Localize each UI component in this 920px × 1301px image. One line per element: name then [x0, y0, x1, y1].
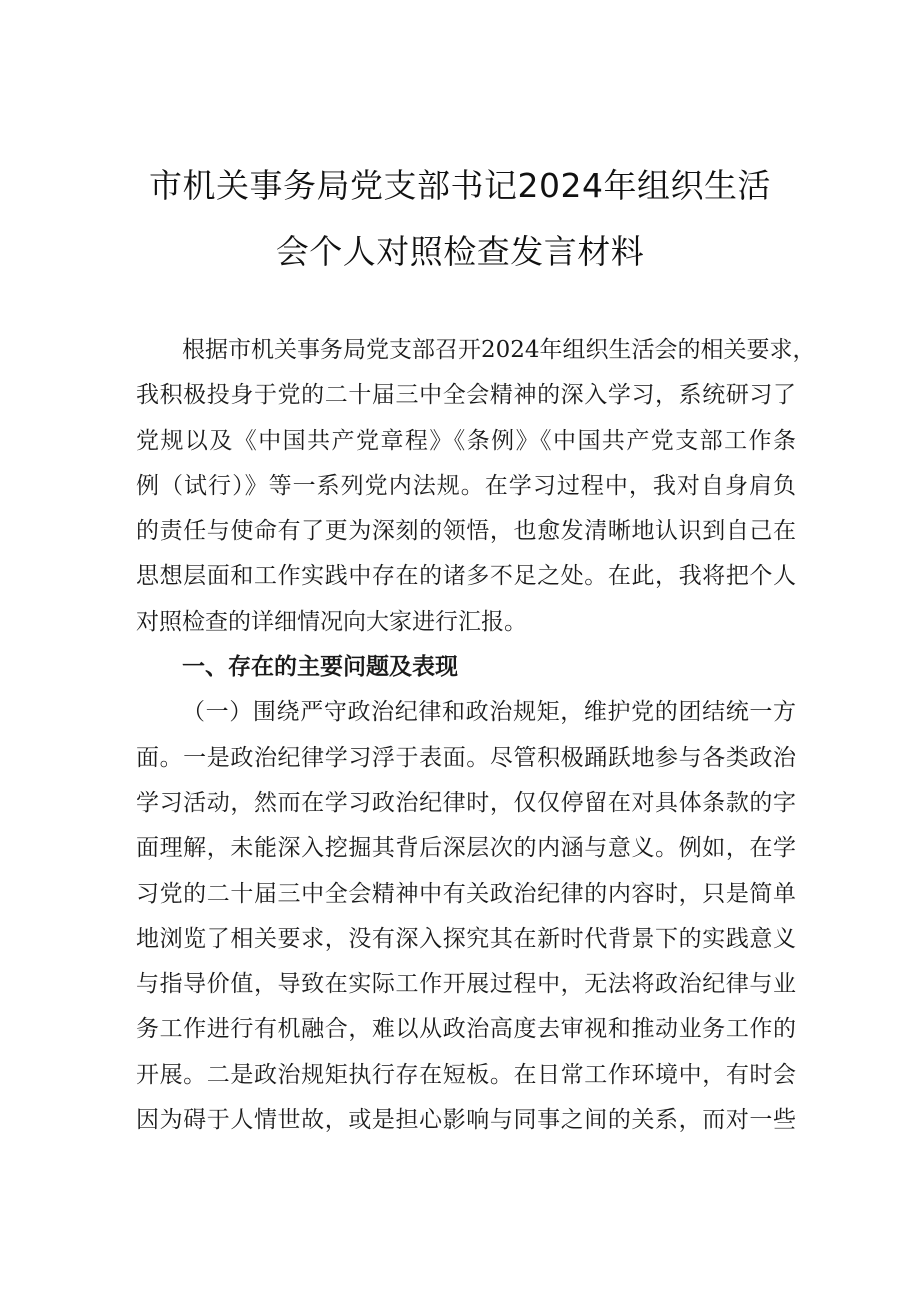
paragraph-line: 根据市机关事务局党支部召开2024年组织生活会的相关要求， [182, 337, 816, 363]
paragraph-line: 面理解，未能深入挖掘其背后深层次的内涵与意义。例如，在学 [136, 835, 796, 862]
paragraph-line: 的责任与使命有了更为深刻的领悟，也愈发清晰地认识到自己在 [136, 518, 796, 545]
section-heading: 一、存在的主要问题及表现 [182, 654, 458, 681]
paragraph-line: 面。一是政治纪律学习浮于表面。尽管积极踊跃地参与各类政治 [136, 744, 796, 771]
paragraph-line: 党规以及《中国共产党章程》《条例》《中国共产党支部工作条 [136, 427, 796, 454]
paragraph-line: 对照检查的详细情况向大家进行汇报。 [136, 608, 527, 635]
paragraph-line: 因为碍于人情世故，或是担心影响与同事之间的关系，而对一些 [136, 1107, 796, 1134]
document-body [136, 328, 816, 1143]
paragraph-line: 与指导价值，导致在实际工作开展过程中，无法将政治纪律与业 [136, 971, 796, 998]
paragraph-line: 务工作进行有机融合，难以从政治高度去审视和推动业务工作的 [136, 1016, 796, 1043]
paragraph-line: 我积极投身于党的二十届三中全会精神的深入学习，系统研习了 [136, 382, 796, 409]
paragraph-line: 地浏览了相关要求，没有深入探究其在新时代背景下的实践意义 [136, 925, 796, 952]
paragraph-line: 习党的二十届三中全会精神中有关政治纪律的内容时，只是简单 [136, 880, 796, 907]
document-title-line-1: 市机关事务局党支部书记2024年组织生活 [149, 166, 771, 205]
paragraph-line: 学习活动，然而在学习政治纪律时，仅仅停留在对具体条款的字 [136, 789, 796, 816]
paragraph-line: 思想层面和工作实践中存在的诸多不足之处。在此，我将把个人 [136, 563, 796, 590]
document-title-line-2: 会个人对照检查发言材料 [275, 232, 645, 271]
paragraph-line: 例（试行）》等一系列党内法规。在学习过程中，我对自身肩负 [136, 472, 796, 499]
paragraph-line: （一）围绕严守政治纪律和政治规矩，维护党的团结统一方 [182, 699, 796, 726]
paragraph-line: 开展。二是政治规矩执行存在短板。在日常工作环境中，有时会 [136, 1061, 796, 1088]
